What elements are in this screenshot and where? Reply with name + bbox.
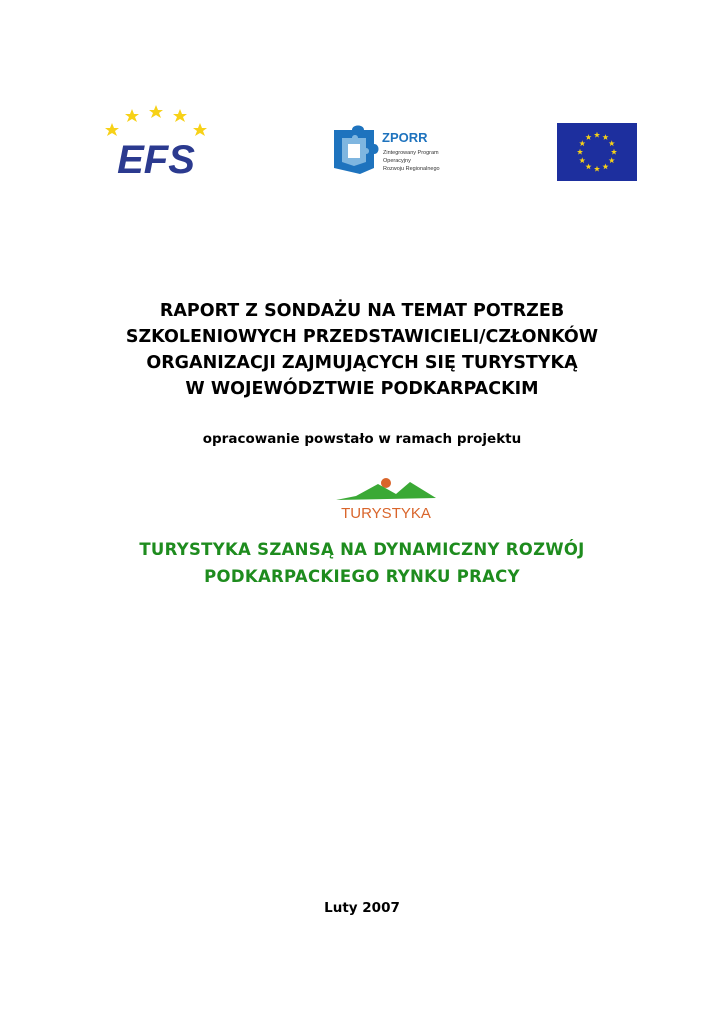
report-title xyxy=(60,298,664,402)
project-name xyxy=(40,536,684,590)
efs-stars xyxy=(105,105,207,136)
efs-logo xyxy=(100,103,212,181)
turystyka-logo-text: TURYSTYKA xyxy=(341,505,431,522)
title-line-2: SZKOLENIOWYCH PRZEDSTAWICIELI/CZŁONKÓW xyxy=(125,327,599,347)
publication-date: Luty 2007 xyxy=(324,900,400,916)
zporr-puzzle-icon xyxy=(334,126,379,175)
project-line-1: TURYSTYKA SZANSĄ NA DYNAMICZNY ROZWÓJ xyxy=(139,540,585,559)
zporr-line-2: Operacyjny xyxy=(383,158,411,164)
zporr-title: ZPORR xyxy=(382,130,428,145)
title-line-4: W WOJEWÓDZTWIE PODKARPACKIM xyxy=(185,379,539,399)
zporr-logo xyxy=(330,122,448,184)
efs-logo-text: EFS xyxy=(117,138,195,181)
eu-flag-logo xyxy=(557,123,637,181)
project-intro-text: opracowanie powstało w ramach projektu xyxy=(202,431,522,447)
turystyka-logo xyxy=(334,474,438,522)
title-line-3: ORGANIZACJI ZAJMUJĄCYCH SIĘ TURYSTYKĄ xyxy=(146,353,578,373)
title-line-1: RAPORT Z SONDAŻU NA TEMAT POTRZEB xyxy=(159,301,565,321)
zporr-line-1: Zintegrowany Program xyxy=(383,150,439,156)
project-line-2: PODKARPACKIEGO RYNKU PRACY xyxy=(204,567,520,586)
zporr-line-3: Rozwoju Regionalnego xyxy=(383,166,440,172)
